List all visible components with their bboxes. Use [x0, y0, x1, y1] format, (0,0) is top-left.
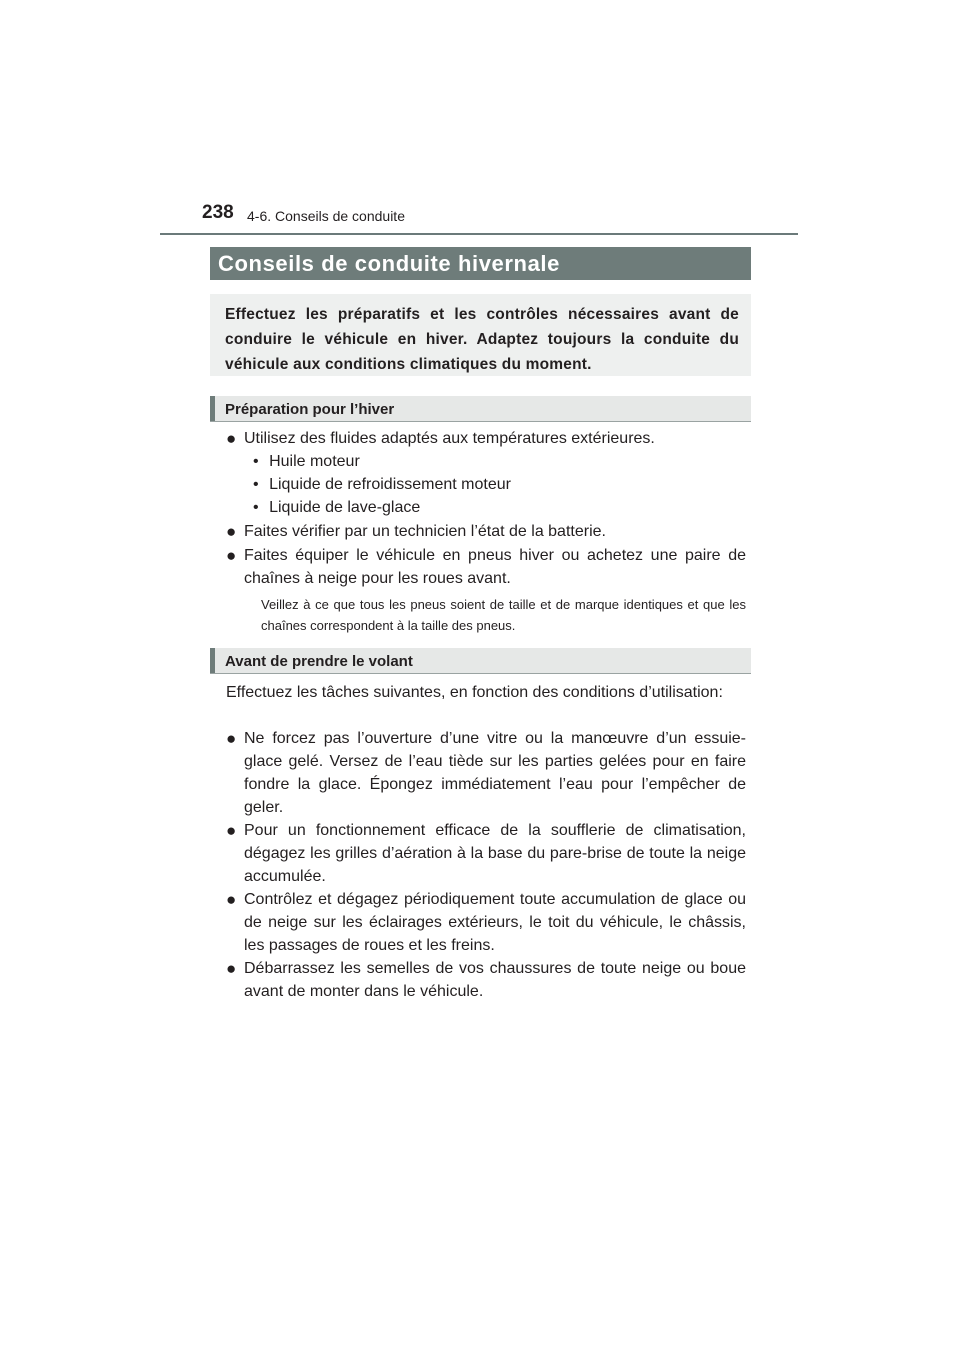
bullet-item: [226, 957, 746, 1003]
bullet-icon: ●: [226, 890, 237, 909]
bullet-text: Utilisez des fluides adaptés aux températures extérieures.: [244, 430, 655, 447]
bullet-text: Ne forcez pas l’ouverture d’une vitre ou la manœuvre d’un essuie-glace gelé. Versez de l’eau tiède sur les parties gelées pour en faire fondre la glace. Épongez immédiatement l’eau pour l’empêcher de geler.: [244, 730, 746, 816]
sub-item-text: Liquide de lave-glace: [269, 499, 421, 516]
note-text: Veillez à ce que tous les pneus soient de taille et de marque identiques et que les chaînes correspondent à la taille des pneus.: [261, 597, 746, 633]
sub-item: [253, 473, 511, 496]
bullet-icon: ●: [226, 959, 237, 978]
page-number: 238: [202, 202, 234, 223]
sub-bullet-icon: •: [253, 476, 259, 493]
intro-box: Effectuez les préparatifs et les contrôles nécessaires avant de conduire le véhicule en hiver. Adaptez toujours la conduite du véhicule aux conditions climatiques du moment.: [210, 294, 751, 376]
bullet-item: [226, 544, 746, 590]
sub-item: [253, 450, 360, 473]
sub-item-text: Huile moteur: [269, 453, 360, 470]
bullet-item: [226, 427, 746, 450]
bullet-text: Contrôlez et dégagez périodiquement toute accumulation de glace ou de neige sur les éclairages extérieurs, le toit du véhicule, le châssis, les passages de roues et les freins.: [244, 891, 746, 954]
header-rule: [160, 233, 798, 235]
bullet-icon: ●: [226, 429, 237, 448]
bullet-icon: ●: [226, 522, 237, 541]
bullet-text: Faites vérifier par un technicien l’état de la batterie.: [244, 523, 606, 540]
section-label: 4-6. Conseils de conduite: [247, 208, 405, 224]
sub-bullet-icon: •: [253, 499, 259, 516]
sub-bullet-icon: •: [253, 453, 259, 470]
subheading-before-driving: Avant de prendre le volant: [210, 648, 751, 674]
subheading-preparation: Préparation pour l’hiver: [210, 396, 751, 422]
bullet-text: Pour un fonctionnement efficace de la soufflerie de climatisation, dégagez les grilles d’aération à la base du pare-brise de toute la neige accumulée.: [244, 822, 746, 885]
bullet-item: [226, 888, 746, 957]
bullet-icon: ●: [226, 821, 237, 840]
bullet-item: [226, 819, 746, 888]
bullet-item: [226, 727, 746, 819]
sub-item-text: Liquide de refroidissement moteur: [269, 476, 511, 493]
bullet-text: Débarrassez les semelles de vos chaussures de toute neige ou boue avant de monter dans le véhicule.: [244, 960, 746, 1000]
page-title: Conseils de conduite hivernale: [210, 247, 751, 280]
bullet-icon: ●: [226, 729, 237, 748]
bullet-item: [226, 520, 746, 543]
sub-item: [253, 496, 420, 519]
bullet-text: Faites équiper le véhicule en pneus hiver ou achetez une paire de chaînes à neige pour les roues avant.: [244, 547, 746, 587]
bullet-icon: ●: [226, 546, 237, 565]
section-intro: Effectuez les tâches suivantes, en fonction des conditions d’utilisation:: [226, 684, 723, 701]
